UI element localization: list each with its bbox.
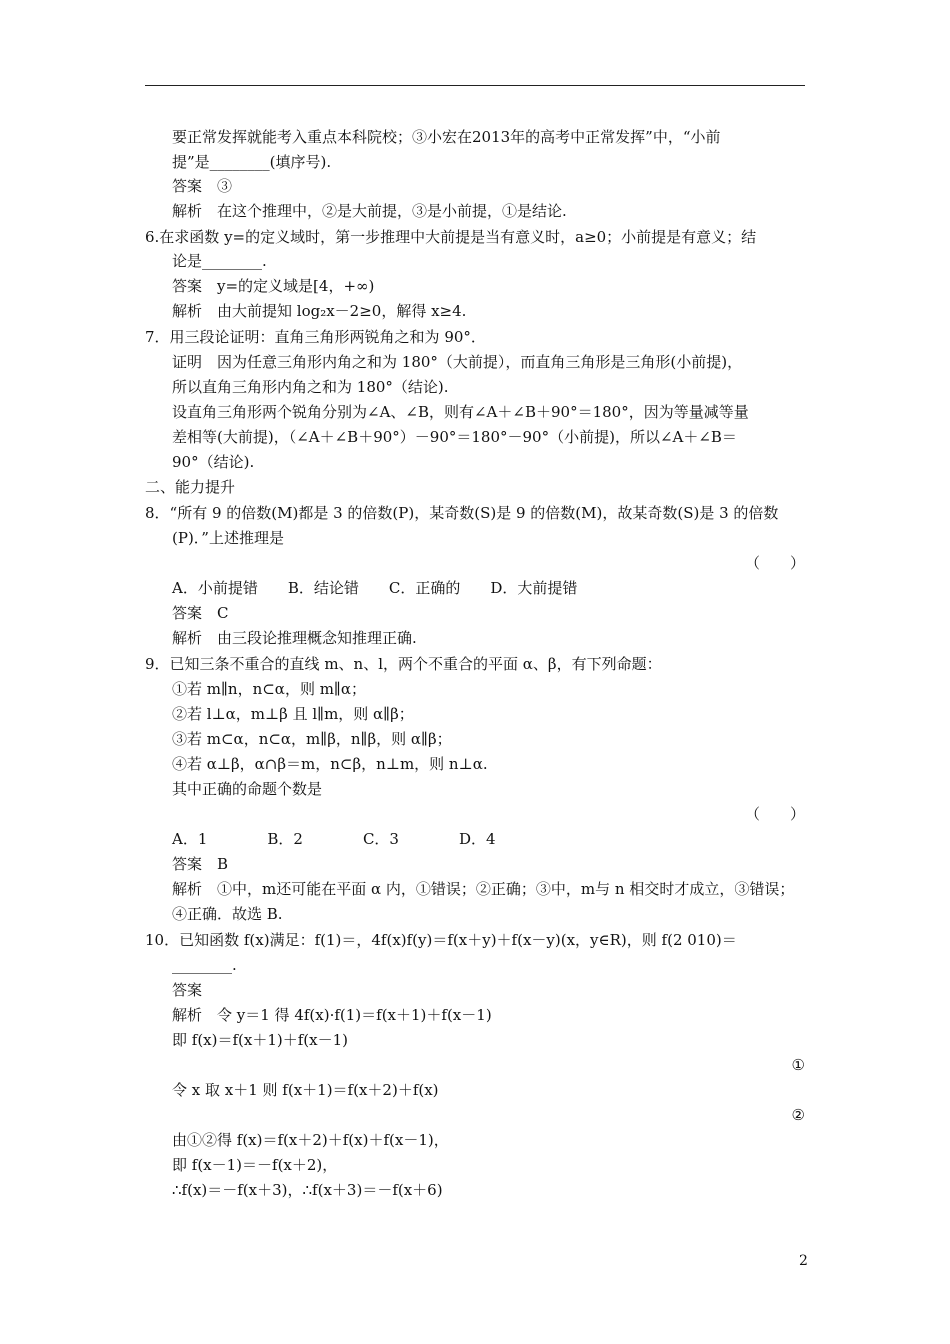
text-line: 即 f(x－1)＝－f(x＋2)， (172, 1156, 338, 1174)
text-line: 解析 令 y＝1 得 4f(x)·f(1)＝f(x＋1)＋f(x－1) (172, 1006, 492, 1024)
text-line: 其中正确的命题个数是 (172, 780, 323, 798)
text-line: 答案 y=的定义域是[4，+∞) (172, 277, 375, 295)
page-number: 2 (799, 1253, 808, 1269)
text-line: ② (791, 1106, 805, 1124)
text-line: 解析 由三段论推理概念知推理正确. (172, 629, 417, 647)
text-line: 提”是________(填序号). (172, 153, 332, 171)
text-line: 二、能力提升 (145, 478, 236, 496)
text-line: 设直角三角形两个锐角分别为∠A、∠B，则有∠A＋∠B＋90°＝180°，因为等量减等量 (172, 403, 749, 421)
text-line: 6.在求函数 y=的定义域时，第一步推理中大前提是当有意义时，a≥0；小前提是有意义；结 (145, 228, 757, 246)
text-line: 解析 由大前提知 log₂x－2≥0，解得 x≥4. (172, 302, 467, 320)
text-line: 答案 B (172, 855, 229, 873)
text-line: 解析 ①中，m还可能在平面 α 内，①错误；②正确；③中，m与 n 相交时才成立，③错误； (172, 880, 795, 898)
text-line: ∴f(x)＝－f(x＋3)，∴f(x＋3)＝－f(x＋6) (172, 1181, 443, 1199)
text-line: 7．用三段论证明：直角三角形两锐角之和为 90°． (145, 328, 486, 346)
text-line: （ ） (744, 554, 805, 572)
text-line: ②若 l⊥α，m⊥β 且 l∥m，则 α∥β； (172, 705, 414, 723)
text-line: A．小前提错 B．结论错 C．正确的 D．大前提错 (172, 579, 578, 597)
text-line: ①若 m∥n，n⊂α，则 m∥α； (172, 680, 366, 698)
text-line: 8．“所有 9 的倍数(M)都是 3 的倍数(P)，某奇数(S)是 9 的倍数(M)，故某奇数(S)是 3 的倍数 (145, 504, 779, 522)
text-line: ④正确．故选 B. (172, 905, 283, 923)
text-line: 证明 因为任意三角形内角之和为 180°（大前提），而直角三角形是三角形(小前提)， (172, 353, 743, 371)
text-line: 论是________. (172, 252, 267, 270)
text-line: 10．已知函数 f(x)满足：f(1)＝，4f(x)f(y)＝f(x＋y)＋f(x－y)(x，y∈R)，则 f(2 010)＝ (145, 931, 737, 949)
text-line: ① (791, 1056, 805, 1074)
text-line: 令 x 取 x＋1 则 f(x＋1)＝f(x＋2)＋f(x) (172, 1081, 439, 1099)
text-line: 所以直角三角形内角之和为 180°（结论). (172, 378, 449, 396)
text-line: 差相等(大前提)，（∠A＋∠B＋90°）－90°＝180°－90°（小前提)，所以∠A＋∠B＝ (172, 428, 737, 446)
text-line: 答案 C (172, 604, 229, 622)
text-line: 要正常发挥就能考入重点本科院校；③小宏在2013年的高考中正常发挥”中，“小前 (172, 128, 721, 146)
header-rule (145, 85, 805, 86)
text-line: (P)．”上述推理是 (172, 529, 284, 547)
text-line: 答案 ③ (172, 177, 233, 195)
text-line: 9．已知三条不重合的直线 m、n、l，两个不重合的平面 α、β，有下列命题： (145, 655, 662, 673)
text-line: A．1 B．2 C．3 D．4 (172, 830, 496, 848)
text-line: ________. (172, 956, 237, 974)
text-line: 90°（结论). (172, 453, 255, 471)
text-line: 即 f(x)＝f(x＋1)＋f(x－1) (172, 1031, 349, 1049)
text-line: ④若 α⊥β，α∩β＝m，n⊂β，n⊥m，则 n⊥α. (172, 755, 488, 773)
text-line: ③若 m⊂α，n⊂α，m∥β，n∥β，则 α∥β； (172, 730, 452, 748)
text-line: 答案 (172, 981, 203, 999)
text-line: （ ） (744, 805, 805, 823)
text-line: 由①②得 f(x)＝f(x＋2)＋f(x)＋f(x－1)， (172, 1131, 449, 1149)
text-line: 解析 在这个推理中，②是大前提，③是小前提，①是结论. (172, 202, 567, 220)
